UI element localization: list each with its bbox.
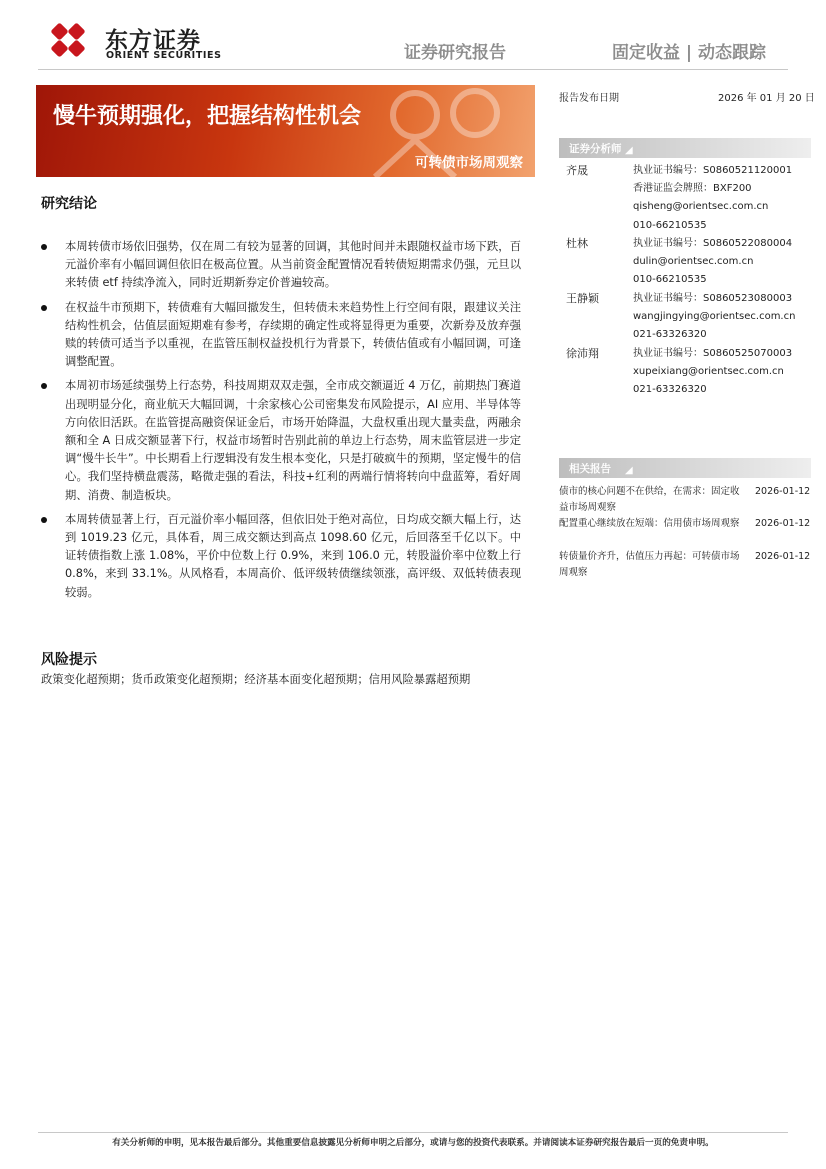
analyst-phone: 010-66210535 [633, 219, 707, 231]
analyst-name: 杜林 [566, 237, 588, 250]
publish-date: 2026 年 01 月 20 日 [718, 93, 815, 104]
risk-text: 政策变化超预期；货币政策变化超预期；经济基本面变化超预期；信用风险暴露超预期 [41, 673, 471, 686]
orient-securities-logo [48, 20, 88, 60]
analyst-phone: 021-63326320 [633, 329, 707, 341]
related-report-title[interactable]: 转债量价齐升，估值压力再起：可转债市场周观察 [559, 551, 740, 578]
bullet-icon [41, 517, 47, 523]
footer-divider [38, 1132, 788, 1133]
report-series: 可转债市场周观察 [415, 155, 523, 171]
risk-heading: 风险提示 [41, 652, 97, 668]
related-report-title[interactable]: 配置重心继续放在短端：信用债市场周观察 [559, 518, 740, 529]
bullet-icon [41, 305, 47, 311]
analyst-license: 执业证书编号：S0860521120001 [633, 165, 793, 176]
footer-disclaimer: 有关分析师的申明，见本报告最后部分。其他重要信息披露见分析师申明之后部分，或请与您的投资代表联系。并请阅读本证券研究报告最后一页的免责申明。 [112, 1138, 714, 1148]
analyst-phone: 021-63326320 [633, 384, 707, 396]
analyst-phone: 010-66210535 [633, 274, 707, 286]
analyst-email[interactable]: wangjingying@orientsec.com.cn [633, 311, 796, 323]
analyst-name: 齐晟 [566, 164, 588, 177]
analyst-email[interactable]: qisheng@orientsec.com.cn [633, 201, 769, 213]
report-title: 慢牛预期强化，把握结构性机会 [53, 104, 362, 129]
analyst-email[interactable]: xupeixiang@orientsec.com.cn [633, 366, 784, 378]
conclusions-heading: 研究结论 [41, 196, 97, 212]
conclusion-text: 在权益牛市预期下，转债难有大幅回撤发生，但转债未来趋势性上行空间有限，跟建议关注结构性机会，估值层面短期难有参考，存续期的确定性或将显得更为重要，次新券及放弃强赎的转债可适当予以重视，在监管压制权益投机行为背景下，转债估值或有小幅回调，可逢调整配置。 [65, 300, 521, 369]
related-report-date: 2026-01-12 [755, 518, 811, 529]
header-divider [38, 69, 788, 70]
analysts-heading-bar [559, 138, 811, 158]
related-heading-bar [559, 458, 811, 478]
bar-ornament-icon: ◢ [625, 465, 633, 476]
related-report-date: 2026-01-12 [755, 551, 811, 562]
analyst-license: 执业证书编号：S0860523080003 [633, 293, 793, 304]
conclusion-item [41, 299, 521, 372]
related-heading: 相关报告 [569, 463, 611, 475]
analyst-hk-license: 香港证监会牌照：BXF200 [633, 183, 752, 195]
analyst-license: 执业证书编号：S0860525070003 [633, 348, 793, 359]
conclusion-item [41, 511, 521, 602]
bullet-icon [41, 383, 47, 389]
brand-name-cn: 东方证券 [105, 28, 201, 54]
title-banner [36, 85, 535, 177]
bullet-icon [41, 244, 47, 250]
conclusion-item [41, 238, 521, 293]
analyst-email[interactable]: dulin@orientsec.com.cn [633, 256, 754, 268]
analyst-name: 王静颖 [566, 292, 599, 305]
brand-name-en: ORIENT SECURITIES [106, 50, 222, 61]
analysts-heading: 证券分析师 [569, 143, 622, 155]
conclusions-list [41, 238, 521, 608]
publish-date-label: 报告发布日期 [559, 93, 619, 104]
report-category: 固定收益 | 动态跟踪 [612, 43, 767, 63]
conclusion-text: 本周转债显著上行，百元溢价率小幅回落，但依旧处于绝对高位，日均成交额大幅上行，达到 1019.23 亿元，具体看，周三成交额达到高点 1098.60 亿元，后回落至千亿以下。中证转债指数上涨 1.08%，平价中位数上行 0.9%，来到 106.0 元，转股溢价率中位数上行 0.8%，来到 33.1%。从风格看，本周高价、低评级转债继续领涨，高评级、双低转债表现较弱。 [65, 512, 521, 599]
bar-ornament-icon: ◢ [625, 145, 633, 156]
report-type: 证券研究报告 [404, 43, 506, 63]
conclusion-text: 本周转债市场依旧强势，仅在周二有较为显著的回调，其他时间并未跟随权益市场下跌，百元溢价率有小幅回调但依旧在极高位置。从当前资金配置情况看转债短期需求仍强，元旦以来转债 etf 持续净流入，同时近期新券定价普遍较高。 [65, 240, 521, 290]
related-report-title[interactable]: 债市的核心问题不在供给，在需求：固定收益市场周观察 [559, 486, 740, 513]
related-report-date: 2026-01-12 [755, 486, 811, 497]
analyst-license: 执业证书编号：S0860522080004 [633, 238, 793, 249]
analyst-name: 徐沛翔 [566, 347, 599, 360]
conclusion-item [41, 377, 521, 504]
conclusion-text: 本周初市场延续强势上行态势，科技周期双双走强，全市成交额逼近 4 万亿，前期热门赛道出现明显分化，商业航天大幅回调，十余家核心公司密集发布风险提示，AI 应用、半导体等方向依旧活跃。在监管提高融资保证金后，市场开始降温，大盘权重出现大量卖盘，两融余额和全 A 日成交额显著下行，权益市场暂时告别此前的单边上行态势，周末监管层进一步定调“慢牛长牛”。中长期看上行逻辑没有发生根本变化，只是打破疯牛的预期，坚定慢牛的信心。我们坚持横盘震荡，略微走强的看法，科技+红利的两端行情将转向中盘蓝筹，看好周期、消费、制造板块。 [65, 379, 521, 502]
